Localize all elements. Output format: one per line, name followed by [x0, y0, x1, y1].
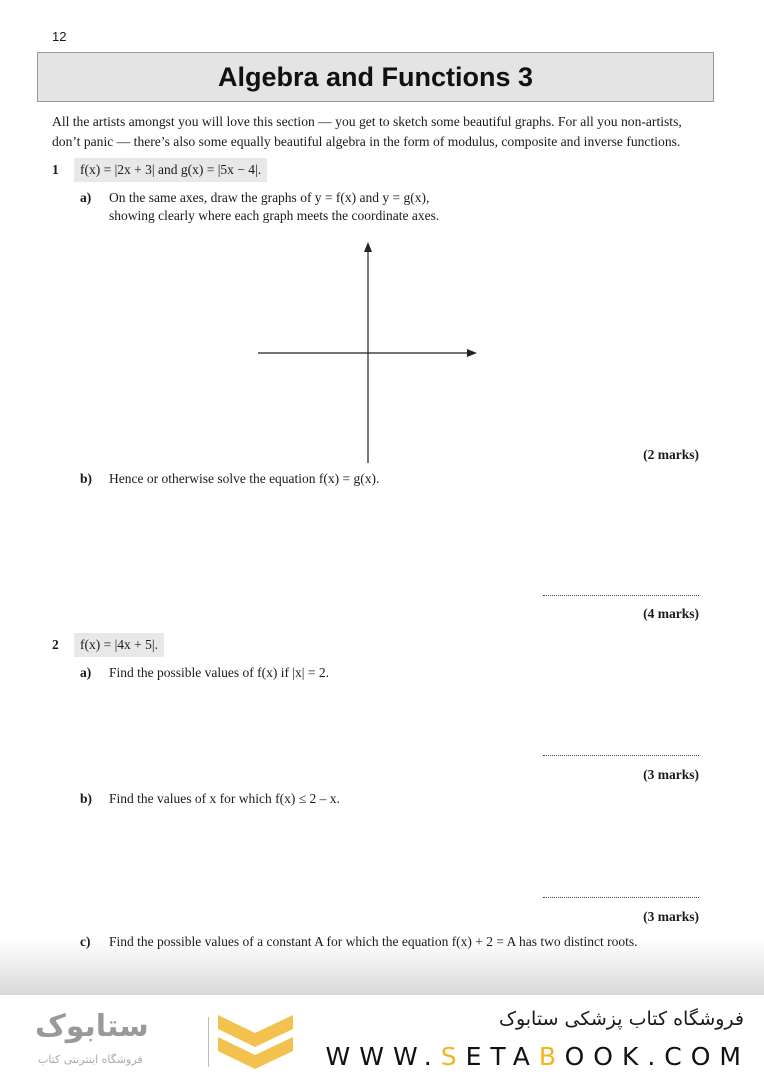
- logo-subtitle: فروشگاه اینترنتی کتاب: [38, 1053, 143, 1066]
- url-part: ETA: [465, 1042, 539, 1071]
- answer-line[interactable]: [543, 595, 699, 596]
- marks: (4 marks): [643, 606, 699, 621]
- url-part: B: [538, 1042, 565, 1071]
- question-number: 1: [52, 162, 59, 177]
- answer-line[interactable]: [543, 755, 699, 756]
- coordinate-axes: [250, 238, 485, 468]
- url-part: S: [440, 1042, 466, 1071]
- answer-line[interactable]: [543, 897, 699, 898]
- marks: (2 marks): [643, 447, 699, 462]
- q2a: [80, 664, 329, 682]
- part-label: a): [80, 190, 92, 205]
- part-label: b): [80, 471, 93, 486]
- q1a: [80, 189, 439, 225]
- url-part: OOK.COM: [564, 1042, 750, 1071]
- page-title: Algebra and Functions 3: [37, 52, 714, 102]
- logo-wordmark: ستابوک: [35, 1009, 149, 1044]
- q2c: [80, 933, 638, 951]
- marks: (3 marks): [643, 909, 699, 924]
- q1b: [80, 470, 379, 488]
- part-label: b): [80, 791, 93, 806]
- marks: (3 marks): [643, 767, 699, 782]
- question-stem: f(x) = |2x + 3| and g(x) = |5x − 4|.: [74, 158, 267, 182]
- store-url[interactable]: [326, 1042, 750, 1071]
- part-text: Hence or otherwise solve the equation f(x) = g(x).: [109, 471, 380, 486]
- part-text: Find the possible values of f(x) if |x| = 2.: [109, 665, 329, 680]
- logo-divider: [208, 1017, 209, 1067]
- question-number: 2: [52, 637, 59, 652]
- part-text: On the same axes, draw the graphs of y = f(x) and y = g(x),: [109, 190, 430, 205]
- intro-text: All the artists amongst you will love this section — you get to sketch some beautiful graphs. For all you non-artists, don’t panic — there’s also some equally beautiful algebra in the form of modulus, composite and inverse functions.: [52, 114, 682, 149]
- y-axis-arrow-icon: [364, 242, 372, 252]
- question-stem: f(x) = |4x + 5|.: [74, 633, 164, 657]
- part-label: a): [80, 665, 92, 680]
- store-name: فروشگاه کتاب پزشکی ستابوک: [498, 1008, 744, 1030]
- setabook-chevron-logo-icon: [218, 1015, 293, 1070]
- url-part: WWW.: [325, 1042, 441, 1071]
- part-label: c): [80, 934, 91, 949]
- part-text: Find the possible values of a constant A for which the equation f(x) + 2 = A has two distinct roots.: [109, 934, 638, 949]
- part-text: showing clearly where each graph meets the coordinate axes.: [109, 208, 440, 223]
- q2b: [80, 790, 340, 808]
- x-axis-arrow-icon: [467, 349, 477, 357]
- page-number: 12: [52, 29, 67, 44]
- part-text: Find the values of x for which f(x) ≤ 2 – x.: [109, 791, 340, 806]
